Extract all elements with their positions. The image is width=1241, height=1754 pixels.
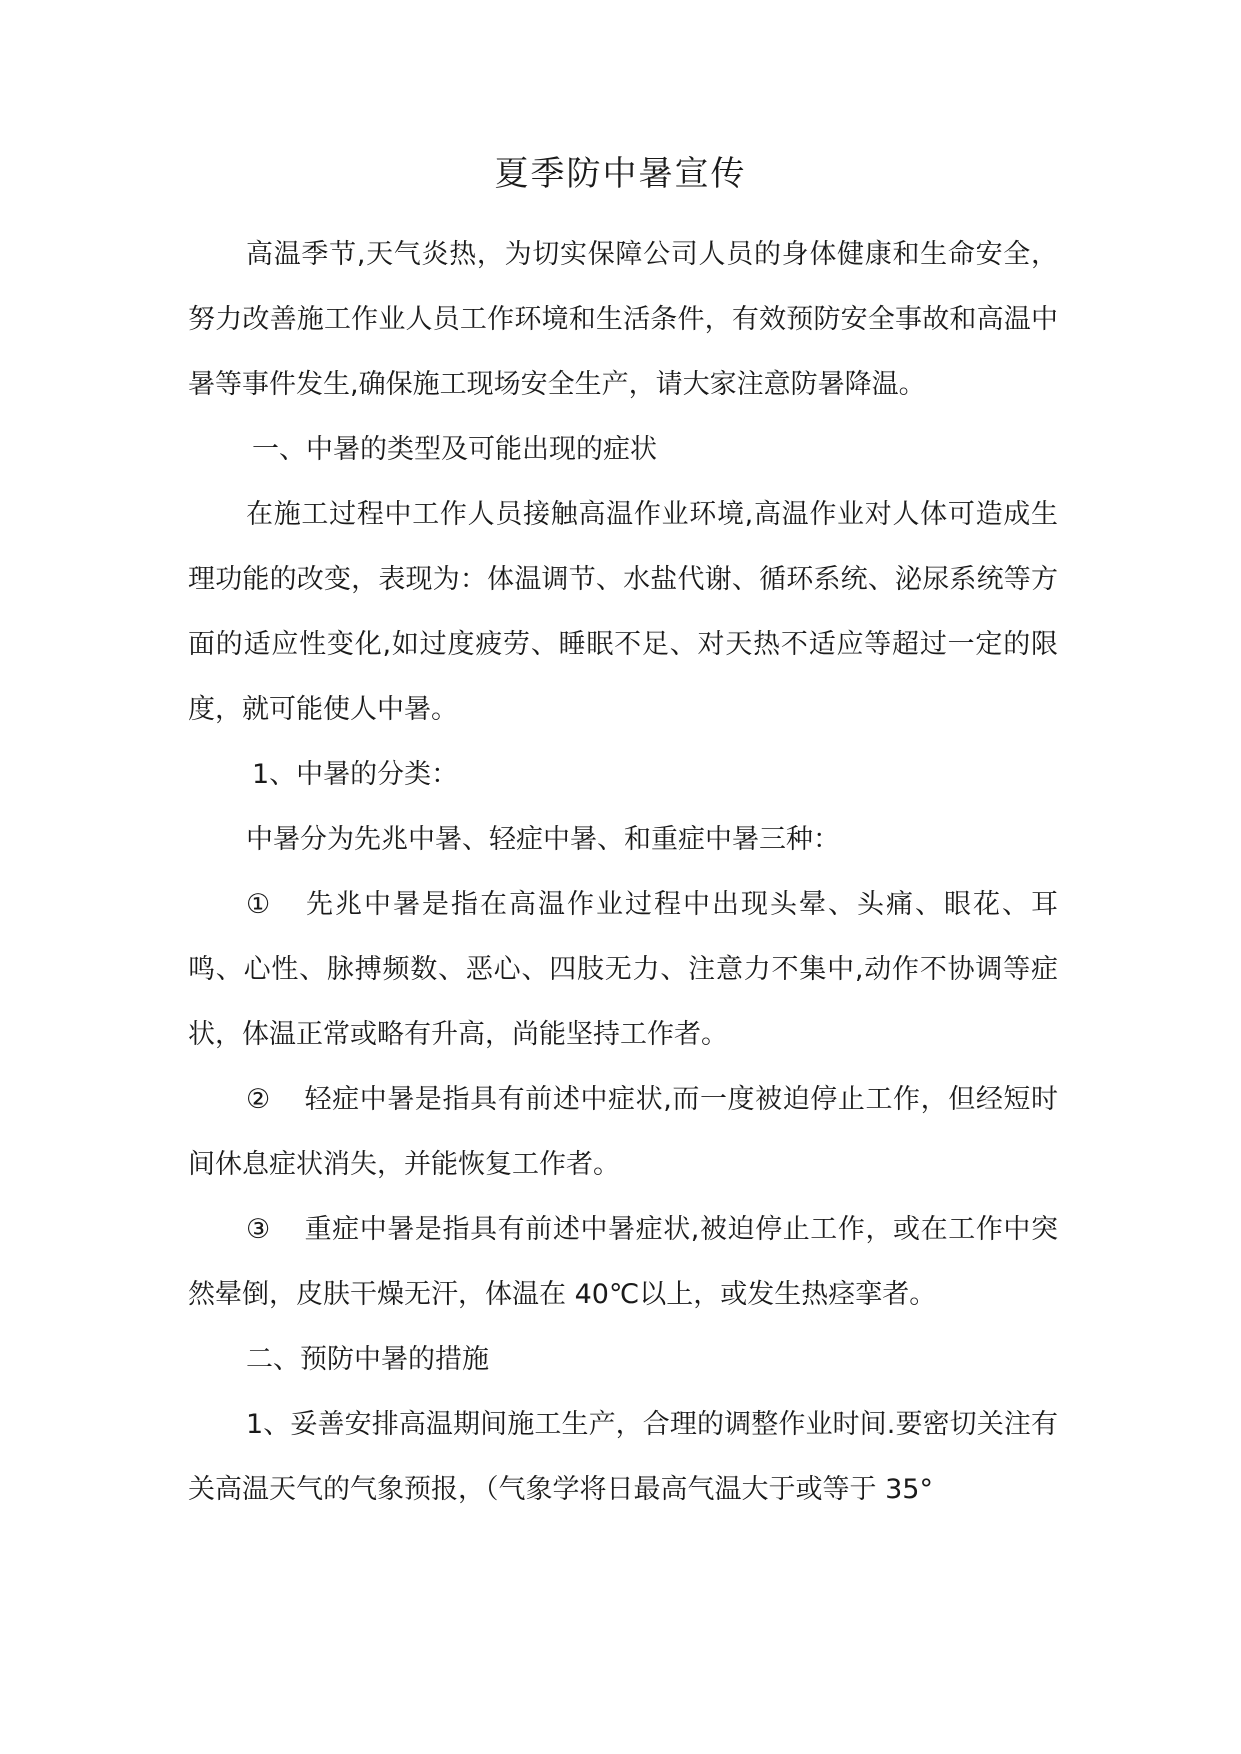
document-title: 夏季防中暑宣传 xyxy=(494,154,747,194)
list-item xyxy=(188,1197,1058,1327)
document-body xyxy=(188,222,1058,1522)
list-item xyxy=(188,872,1058,1067)
list-item-text: 先兆中暑是指在高温作业过程中出现头晕、头痛、眼花、耳鸣、心性、脉搏频数、恶心、四肢无力、注意力不集中,动作不协调等症状，体温正常或略有升高，尚能坚持工作者。 xyxy=(188,889,1058,1050)
classification-intro: 中暑分为先兆中暑、轻症中暑、和重症中暑三种： xyxy=(246,824,840,855)
section-1-paragraph: 在施工过程中工作人员接触高温作业环境,高温作业对人体可造成生理功能的改变，表现为：体温调节、水盐代谢、循环系统、泌尿系统等方面的适应性变化,如过度疲劳、睡眠不足、对天热不适应等超过一定的限度，就可能使人中暑。 xyxy=(188,499,1058,725)
enum-marker: ③ xyxy=(246,1214,271,1245)
section-heading-2: 二、预防中暑的措施 xyxy=(246,1344,489,1375)
enum-marker: ② xyxy=(246,1084,271,1115)
subheading-classification: 1、中暑的分类： xyxy=(252,759,459,790)
list-item-text: 轻症中暑是指具有前述中症状,而一度被迫停止工作，但经短时间休息症状消失，并能恢复工作者。 xyxy=(188,1084,1058,1180)
enum-marker: ① xyxy=(246,889,271,920)
list-item xyxy=(188,1067,1058,1197)
intro-paragraph: 高温季节,天气炎热，为切实保障公司人员的身体健康和生命安全，努力改善施工作业人员工作环境和生活条件，有效预防安全事故和高温中暑等事件发生,确保施工现场安全生产，请大家注意防暑降温。 xyxy=(188,239,1058,400)
section-heading-1: 一、中暑的类型及可能出现的症状 xyxy=(252,434,657,465)
list-item-text: 重症中暑是指具有前述中暑症状,被迫停止工作，或在工作中突然晕倒，皮肤干燥无汗，体温在 40℃以上，或发生热痉挛者。 xyxy=(188,1214,1058,1310)
measure-1-paragraph: 1、妥善安排高温期间施工生产，合理的调整作业时间.要密切关注有关高温天气的气象预报，（气象学将日最高气温大于或等于 35° xyxy=(188,1409,1058,1505)
